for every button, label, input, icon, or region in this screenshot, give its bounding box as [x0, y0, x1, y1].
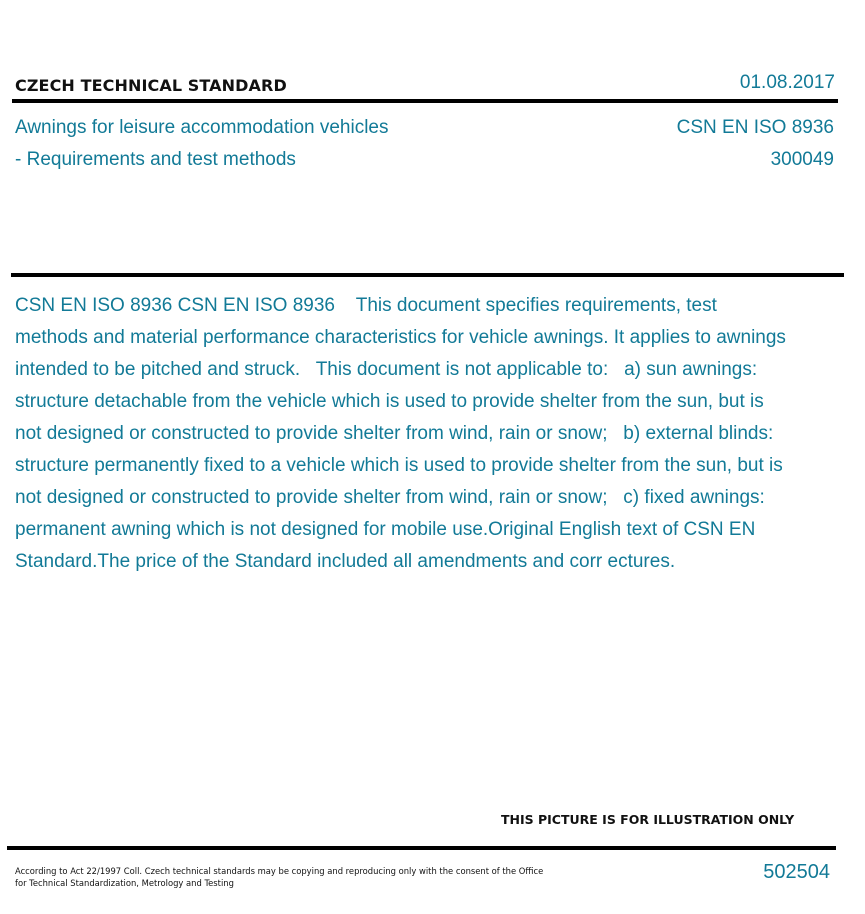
standard-code: CSN EN ISO 8936 — [676, 117, 834, 138]
document-type-heading: CZECH TECHNICAL STANDARD — [15, 76, 287, 95]
legal-notice: According to Act 22/1997 Coll. Czech technical standards may be copying and reproducing only with the consent of the Office for Technical Standardization, Metrology and Testing — [15, 866, 544, 888]
catalog-number: 502504 — [763, 861, 830, 883]
section-divider — [11, 273, 844, 277]
footer-divider — [7, 846, 836, 850]
abstract-text: CSN EN ISO 8936 CSN EN ISO 8936 This document specifies requirements, test methods and material performance characteristics for vehicle awnings. It applies to awnings intended to be pitched and struck. This document is not applicable to: a) sun awnings: structure detachable from the vehicle which is used to provide shelter from the sun, but is not designed or constructed to provide shelter from wind, rain or snow; b) external blinds: structure permanently fixed to a vehicle which is used to provide shelter from the sun, but is not designed or constructed to provide shelter from wind, rain or snow; c) fixed awnings: permanent awning which is not designed for mobile use.Original English text of CSN EN Standard.The price of the Standard included all amendments and corr ectures. — [15, 295, 792, 572]
standard-title-line-2: - Requirements and test methods — [15, 149, 296, 170]
classification-number: 300049 — [770, 149, 834, 170]
standard-title-line-1: Awnings for leisure accommodation vehicles — [15, 117, 389, 138]
publication-date: 01.08.2017 — [739, 72, 835, 93]
illustration-disclaimer: THIS PICTURE IS FOR ILLUSTRATION ONLY — [501, 812, 795, 827]
header-divider — [12, 99, 838, 103]
